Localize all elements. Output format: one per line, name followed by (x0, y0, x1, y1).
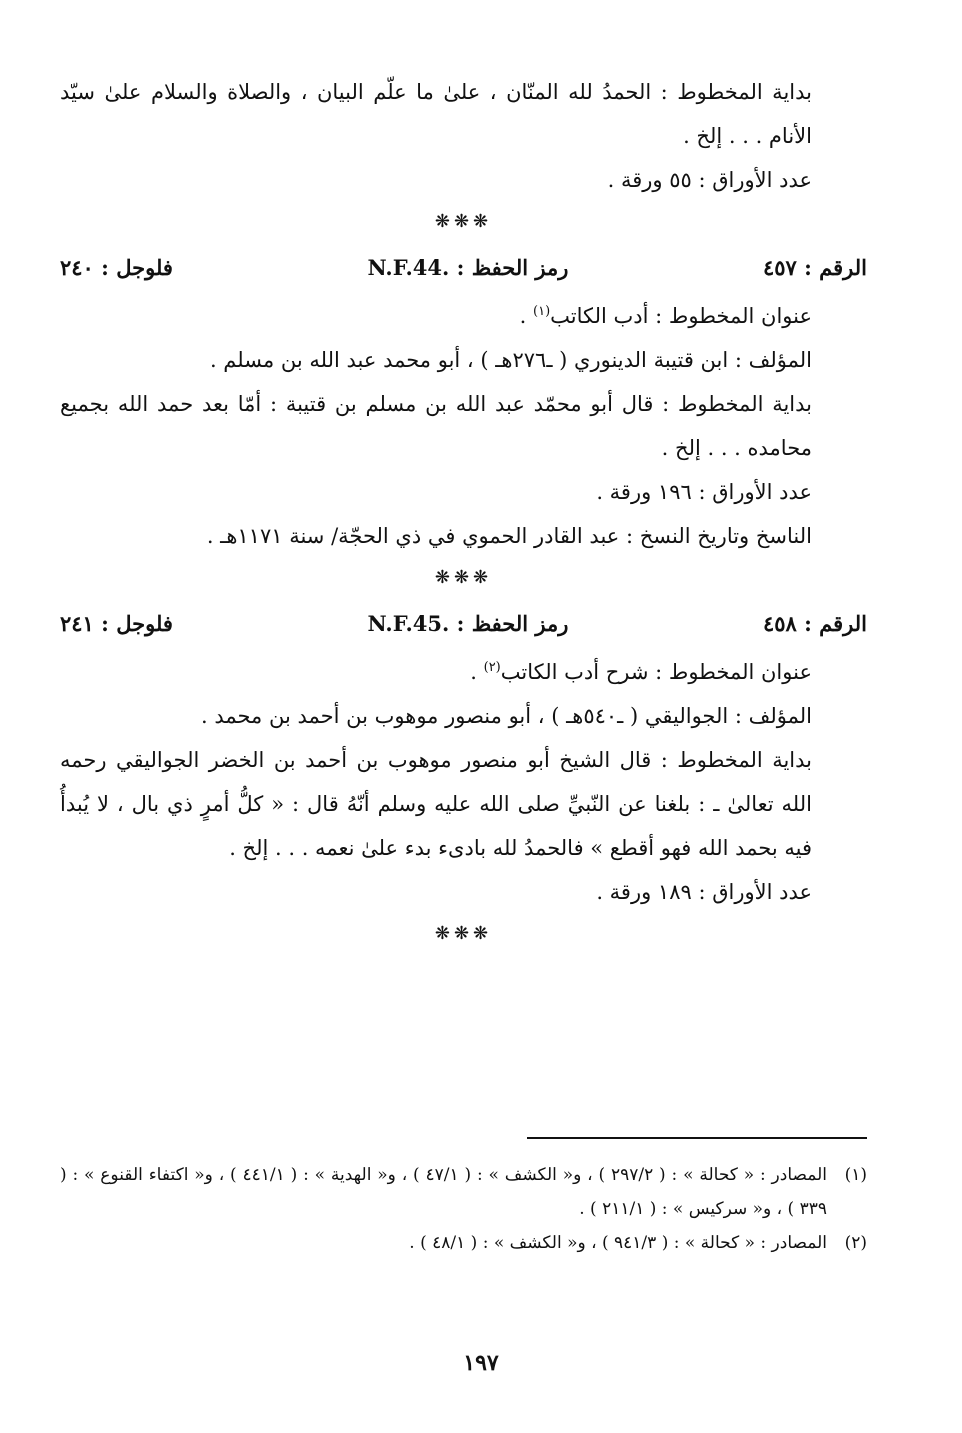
copyist-and-date: الناسخ وتاريخ النسخ : عبد القادر الحموي في ذي الحجّة/ سنة ١١٧١هـ . (206, 524, 812, 548)
footnote-1 (60, 1158, 867, 1226)
manuscript-title (60, 290, 867, 338)
manuscript-title-end: . (470, 660, 484, 684)
shelf-mark (368, 246, 569, 290)
flugel-number: فلوجل : ٢٤١ (60, 611, 173, 636)
record-number: الرقم : ٤٥٨ (762, 611, 867, 636)
footnotes (60, 1158, 867, 1260)
record-457 (60, 246, 867, 558)
manuscript-beginning: بداية المخطوط : الحمدُ لله المنّان ، علىٰ ما علّم البيان ، والصلاة والسلام علىٰ سيّد الأنام . . . إلخ . (60, 80, 812, 148)
manuscript-title-text: عنوان المخطوط : شرح أدب الكاتب (500, 660, 812, 684)
footnote-2 (60, 1226, 867, 1260)
leaf-count: عدد الأوراق : ١٨٩ ورقة . (596, 880, 812, 904)
shelf-mark-code: N.F.44. (367, 255, 450, 280)
footnote-number: (٢) (844, 1233, 867, 1253)
section-separator: ❋❋❋ (434, 211, 493, 232)
footnote-text: المصادر : « كحالة » : ( ٩٤١/٣ ) ، و« الكشف » : ( ٤٨/١ ) . (409, 1233, 827, 1253)
section-separator: ❋❋❋ (434, 567, 493, 588)
footnote-ref: (٢) (483, 660, 501, 675)
manuscript-author: المؤلف : ابن قتيبة الدينوري ( ـ٢٧٦هـ ) ، أبو محمد عبد الله بن مسلم . (209, 348, 812, 372)
manuscript-author: المؤلف : الجواليقي ( ـ٥٤٠هـ ) ، أبو منصور موهوب بن أحمد بن محمد . (200, 704, 812, 728)
page-number: ١٩٧ (463, 1350, 499, 1376)
manuscript-beginning: بداية المخطوط : قال أبو محمّد عبد الله بن مسلم بن قتيبة : أمّا بعد حمد الله بجميع محامده . . . إلخ . (60, 392, 812, 460)
record-number: الرقم : ٤٥٧ (762, 255, 867, 280)
manuscript-beginning: بداية المخطوط : قال الشيخ أبو منصور موهوب بن أحمد بن الخضر الجواليقي رحمه الله تعالىٰ ـ : بلغنا عن النّبيِّ صلى الله عليه وسلم أنّهُ قال : « كلُّ أمرٍ ذي بال ، لا يُبدأُ فيه بحمد الله فهو أقطع » فالحمدُ لله بادىء بدء علىٰ نعمه . . . إلخ . (60, 748, 812, 860)
footnote-text: المصادر : « كحالة » : ( ٢٩٧/٢ ) ، و« الكشف » : ( ٤٧/١ ) ، و« الهدية » : ( ٤٤١/١ ) ، و« اكتفاء القنوع » : ( ٣٣٩ ) ، و« سركيس » : ( ٢١١/١ ) . (60, 1165, 827, 1219)
record-header (60, 246, 867, 290)
footnote-divider (527, 1137, 867, 1139)
shelf-mark-label: رمز الحفظ : (456, 611, 569, 636)
record-header (60, 602, 867, 646)
leaf-count: عدد الأوراق : ١٩٦ ورقة . (596, 480, 812, 504)
manuscript-title-end: . (519, 304, 534, 328)
record-458 (60, 602, 867, 914)
shelf-mark (368, 602, 569, 646)
leaf-count: عدد الأوراق : ٥٥ ورقة . (607, 168, 812, 192)
shelf-mark-code: N.F.45. (367, 611, 450, 636)
flugel-number: فلوجل : ٢٤٠ (60, 255, 173, 280)
shelf-mark-label: رمز الحفظ : (456, 255, 569, 280)
section-separator: ❋❋❋ (434, 923, 493, 944)
footnote-number: (١) (844, 1165, 867, 1185)
page-body (60, 70, 867, 958)
manuscript-title-text: عنوان المخطوط : أدب الكاتب (550, 304, 812, 328)
footnote-ref: (١) (533, 304, 551, 319)
manuscript-title (60, 646, 867, 694)
